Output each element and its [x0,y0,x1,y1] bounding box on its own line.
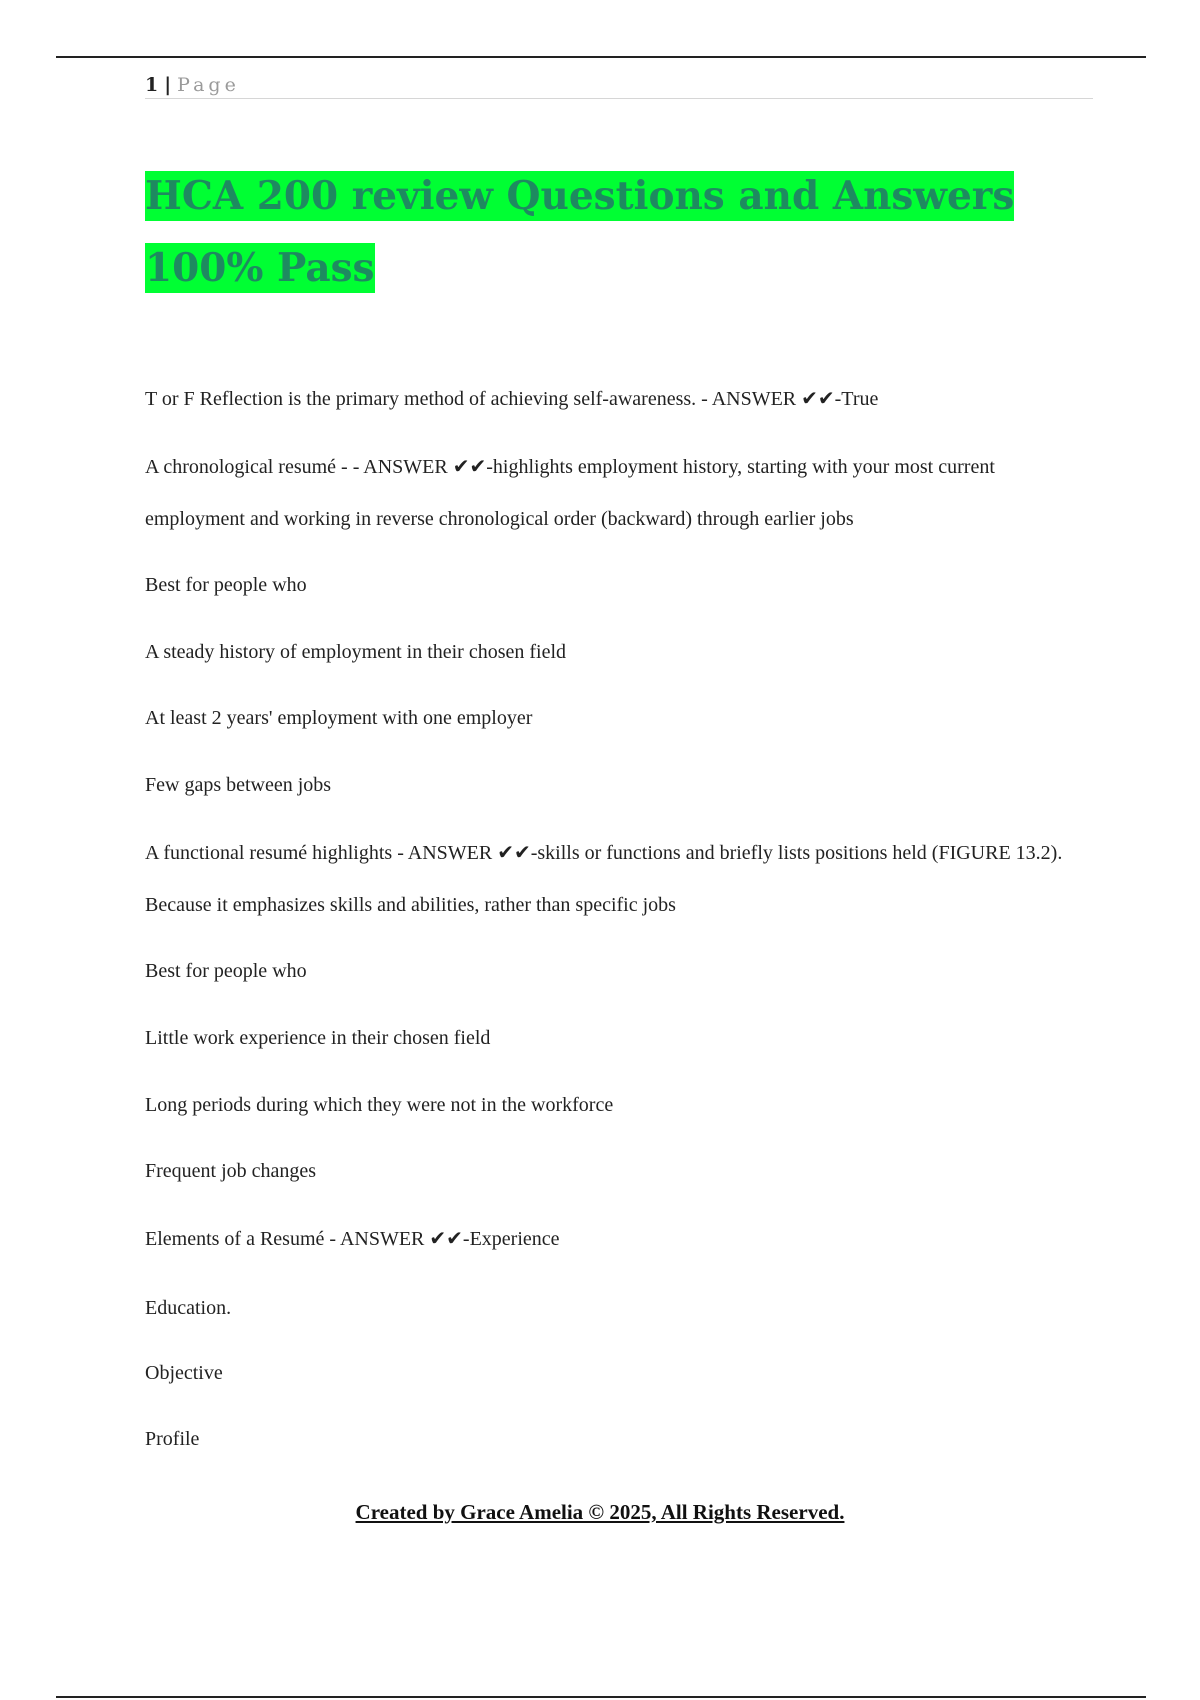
copyright-footer [0,1500,1200,1525]
page-label: Page [177,74,240,96]
paragraph-2: A chronological resumé - - ANSWER ✔✔-highlights employment history, starting with your most current employment and working in reverse chronological order (backward) through earlier jobs [145,456,995,530]
paragraph-13: Education. [145,1297,232,1319]
paragraph-11: Frequent job changes [145,1160,317,1182]
top-rule [56,56,1146,58]
paragraph-10: Long periods during which they were not in the workforce [145,1094,614,1116]
bottom-rule [56,1696,1146,1698]
paragraph-3: Best for people who [145,574,307,596]
paragraph-9: Little work experience in their chosen field [145,1027,491,1049]
paragraph-7: A functional resumé highlights - ANSWER ✔✔-skills or functions and briefly lists positions held (FIGURE 13.2). Because it emphasizes skills and abilities, rather than specific jobs [145,842,1063,916]
paragraph-12: Elements of a Resumé - ANSWER ✔✔-Experience [145,1228,560,1250]
paragraph-4: A steady history of employment in their chosen field [145,641,567,663]
copyright-text: Created by Grace Amelia © 2025, All Rights Reserved. [355,1500,845,1524]
paragraph-1: T or F Reflection is the primary method of achieving self-awareness. - ANSWER ✔✔-True [145,388,879,410]
paragraph-14: Objective [145,1362,223,1384]
page-separator: | [164,74,172,96]
paragraph-15: Profile [145,1428,200,1450]
paragraph-5: At least 2 years' employment with one employer [145,707,533,729]
document-title [145,160,1105,304]
page-header [145,72,1093,99]
paragraph-8: Best for people who [145,960,307,982]
page-number: 1 [145,74,159,96]
paragraph-6: Few gaps between jobs [145,774,332,796]
title-highlight: HCA 200 review Questions and Answers 100% Pass [145,173,1015,291]
